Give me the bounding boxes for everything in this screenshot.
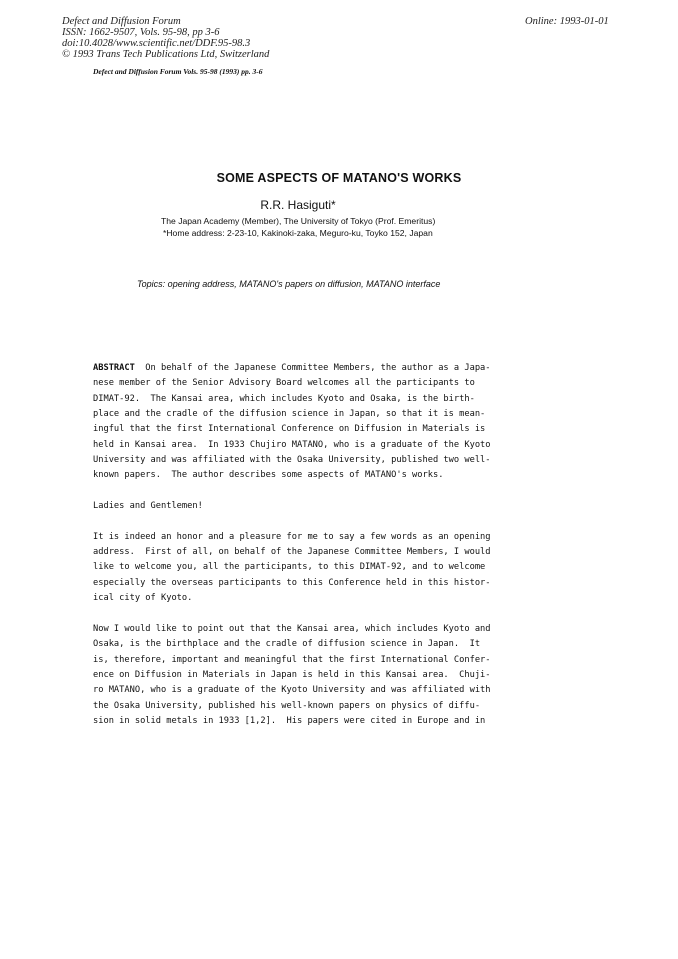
abstract <box>93 361 525 484</box>
abstract-line: held in Kansai area. In 1933 Chujiro MATANO, who is a graduate of the Kyoto <box>93 439 491 450</box>
abstract-line: known papers. The author describes some aspects of MATANO's works. <box>93 470 444 481</box>
abstract-line: place and the cradle of the diffusion science in Japan, so that it is mean- <box>93 409 486 420</box>
paragraph-2 <box>93 622 525 729</box>
paragraph-line: is, therefore, important and meaningful that the first International Confer- <box>93 654 491 665</box>
paragraph-line: especially the overseas participants to this Conference held in this histor- <box>93 577 491 588</box>
author-name: R.R. Hasiguti* <box>260 198 336 212</box>
abstract-line: ingful that the first International Conference on Diffusion in Materials is <box>93 424 486 435</box>
paper-title: SOME ASPECTS OF MATANO'S WORKS <box>216 171 462 185</box>
paragraph-line: like to welcome you, all the participants, to this DIMAT-92, and to welcome <box>93 562 486 573</box>
paper-body <box>93 361 525 729</box>
publication-metadata <box>62 16 269 60</box>
abstract-line: DIMAT-92. The Kansai area, which includes Kyoto and Osaka, is the birth- <box>93 393 475 404</box>
paragraph-line: ro MATANO, who is a graduate of the Kyoto University and was affiliated with <box>93 685 491 696</box>
paragraph-line: address. First of all, on behalf of the Japanese Committee Members, I would <box>93 547 491 558</box>
doi-line: doi:10.4028/www.scientific.net/DDF.95-98.3 <box>62 38 251 49</box>
paragraph-line: the Osaka University, published his well-known papers on physics of diffu- <box>93 700 481 711</box>
online-date: Online: 1993-01-01 <box>525 16 609 27</box>
author-affiliation <box>161 216 435 239</box>
abstract-line: nese member of the Senior Advisory Board welcomes all the participants to <box>93 378 475 389</box>
copyright-line: © 1993 Trans Tech Publications Ltd, Switzerland <box>62 49 270 60</box>
abstract-label: ABSTRACT <box>93 363 135 373</box>
affiliation-line: The Japan Academy (Member), The University of Tokyo (Prof. Emeritus) <box>161 216 436 226</box>
issn-line: ISSN: 1662-9507, Vols. 95-98, pp 3-6 <box>62 27 220 38</box>
journal-name: Defect and Diffusion Forum <box>62 16 181 27</box>
topics-keywords: Topics: opening address, MATANO's papers on diffusion, MATANO interface <box>137 279 441 289</box>
paragraph-line: ical city of Kyoto. <box>93 593 193 604</box>
paragraph-line: ence on Diffusion in Materials in Japan is held in this Kansai area. Chuji- <box>93 669 491 680</box>
abstract-line: ABSTRACT On behalf of the Japanese Committee Members, the author as a Japa- <box>93 363 491 373</box>
abstract-line: University and was affiliated with the Osaka University, published two well- <box>93 455 491 466</box>
paragraph-1 <box>93 530 525 607</box>
greeting: Ladies and Gentlemen! <box>93 501 203 512</box>
paragraph-line: Now I would like to point out that the Kansai area, which includes Kyoto and <box>93 623 491 634</box>
paragraph-line: Osaka, is the birthplace and the cradle of diffusion science in Japan. It <box>93 639 481 650</box>
home-address-line: *Home address: 2-23-10, Kakinoki-zaka, Meguro-ku, Toyko 152, Japan <box>163 227 433 238</box>
paragraph-line: sion in solid metals in 1933 [1,2]. His papers were cited in Europe and in <box>93 715 486 726</box>
journal-reference: Defect and Diffusion Forum Vols. 95-98 (1993) pp. 3-6 <box>93 67 263 76</box>
paragraph-line: It is indeed an honor and a pleasure for me to say a few words as an opening <box>93 531 491 542</box>
